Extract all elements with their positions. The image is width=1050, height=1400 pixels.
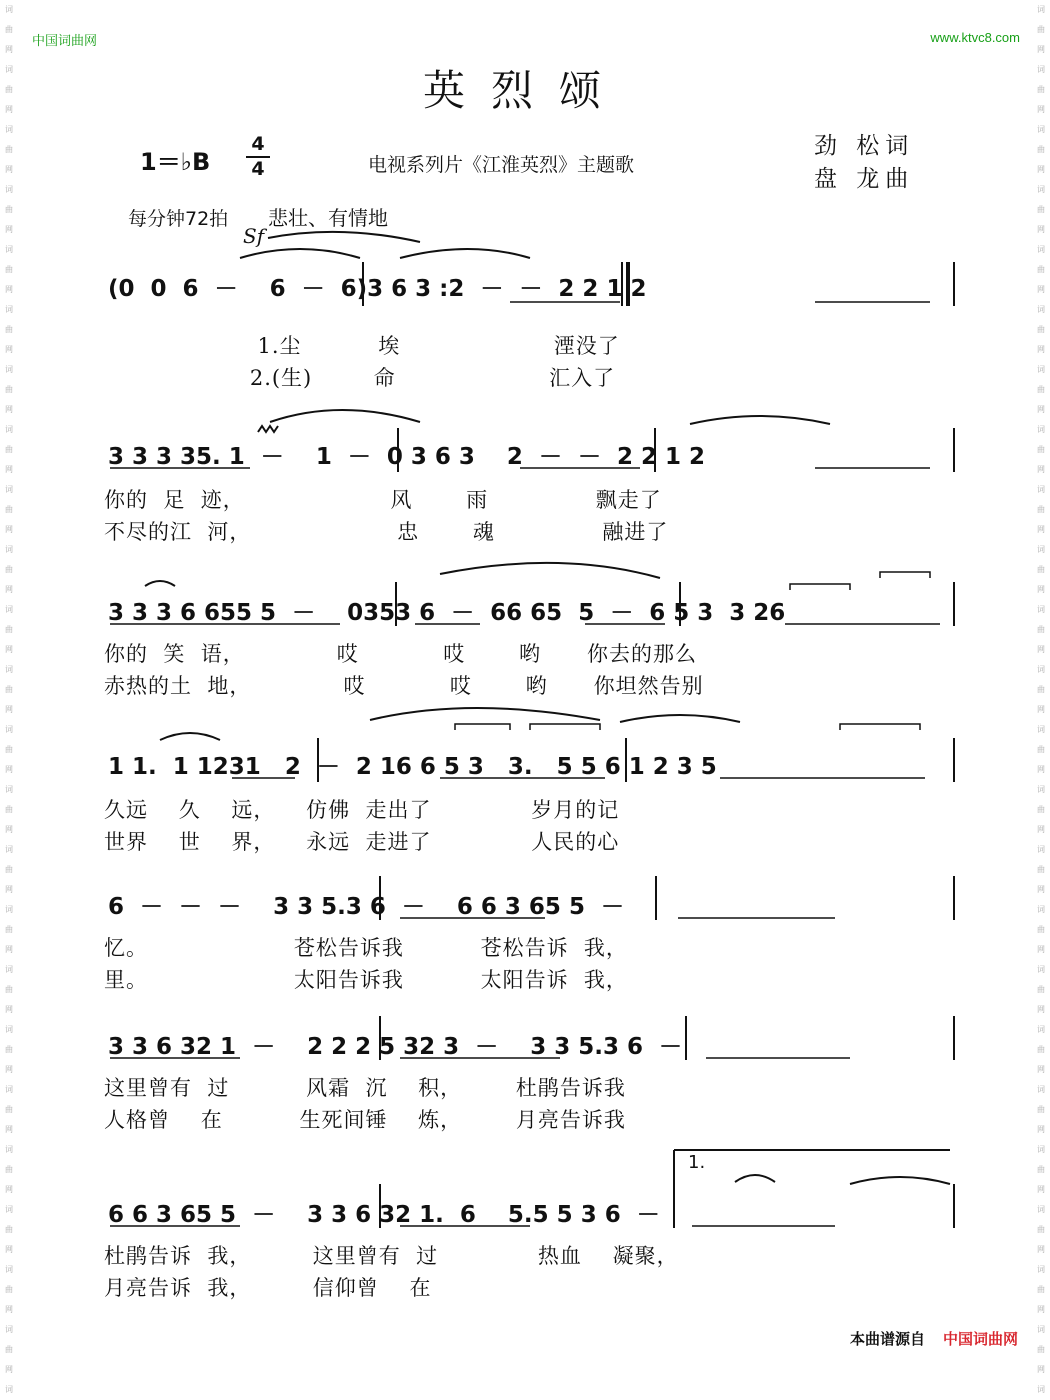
lyric-line-3-verse-1: 你的 笑 语， 哎 哎 哟 你去的那么 <box>104 642 698 666</box>
lyric-line-1-verse-1: 1.尘 埃 湮没了 <box>104 334 620 358</box>
expression-marking: 悲壮、有情地 <box>268 206 388 230</box>
slur <box>240 249 360 258</box>
notation-line-3: 3 3 3 6 655 5 － 0353 6 － 66 65 5 － 6 5 3 3 26 <box>108 599 786 626</box>
composer-credit: 盘 龙曲 <box>814 166 915 192</box>
time-signature <box>246 134 270 180</box>
notation-line-5: 6 － － － 3 3 5.3 6 － 6 6 3 65 5 － <box>108 893 624 920</box>
lyric-line-5-verse-1: 忆。 苍松告诉我 苍松告诉 我， <box>104 936 628 960</box>
triplet-bracket <box>455 724 510 730</box>
notation-line-1: (0 0 6 － 6 － 6)3 6 3 :2 － － 2 2 1 2 <box>108 275 647 302</box>
triplet-bracket <box>530 724 600 730</box>
footer-source <box>850 1328 1018 1349</box>
notation-line-2: 3 3 3 35. 1 － 1 － 0 3 6 3 2 － － 2 2 1 2 <box>108 443 706 470</box>
trill-mark <box>258 426 278 432</box>
lyric-line-2-verse-2: 不尽的江 河， 忠 魂 融进了 <box>104 520 669 544</box>
time-signature-bottom: 4 <box>251 158 265 180</box>
slur <box>270 410 420 422</box>
triplet-bracket <box>840 724 920 730</box>
lyric-line-7-verse-2: 月亮告诉 我， 信仰曾 在 <box>104 1276 432 1300</box>
slur <box>620 715 740 722</box>
slur <box>145 581 175 586</box>
lyric-line-6-verse-2: 人格曾 在 生死间锤 炼， 月亮告诉我 <box>104 1108 626 1132</box>
lyricist-credit: 劲 松词 <box>814 133 915 159</box>
slur <box>735 1175 775 1182</box>
site-logo-text[interactable]: 中国词曲网 <box>32 34 98 49</box>
footer-source-label: 本曲谱源自 <box>849 1330 925 1348</box>
tempo-marking: 每分钟72拍 <box>128 208 229 230</box>
slur <box>850 1177 950 1184</box>
footer-source-site[interactable]: 中国词曲网 <box>942 1330 1018 1348</box>
slur <box>160 733 220 740</box>
key-signature: 1＝♭B <box>140 148 211 176</box>
volta-bracket-label: 1. <box>688 1152 706 1173</box>
lyric-line-4-verse-2: 世界 世 界， 永远 走进了 人民的心 <box>104 830 620 854</box>
left-watermark-strip: 词 曲 网 词 曲 网 词 曲 网 词 曲 网 词 曲 网 词 曲 网 词 曲 网 词 曲 网 词 曲 网 词 曲 网 词 曲 网 词 曲 网 词 曲 网 词 曲 网 词 曲 网 词 曲 网 词 曲 网 词 曲 网 词 曲 网 词 曲 网 词 曲 网 词 曲 网 词 曲 网 词 <box>5 5 13 1394</box>
slur <box>370 708 600 720</box>
slur <box>690 416 830 424</box>
credits <box>814 130 914 196</box>
slur <box>400 249 530 258</box>
notation-line-4: 1 1. 1 1231 2 － 2 16 6 5 3 3. 5 5 6 1 2 3 5 <box>108 753 717 780</box>
lyric-line-3-verse-2: 赤热的土 地， 哎 哎 哟 你坦然告别 <box>104 674 704 698</box>
right-watermark-strip: 词 曲 网 词 曲 网 词 曲 网 词 曲 网 词 曲 网 词 曲 网 词 曲 网 词 曲 网 词 曲 网 词 曲 网 词 曲 网 词 曲 网 词 曲 网 词 曲 网 词 曲 网 词 曲 网 词 曲 网 词 曲 网 词 曲 网 词 曲 网 词 曲 网 词 曲 网 词 曲 网 词 <box>1037 5 1045 1394</box>
lyric-line-5-verse-2: 里。 太阳告诉我 太阳告诉 我， <box>104 968 628 992</box>
time-signature-top: 4 <box>251 133 265 155</box>
slur <box>440 563 660 578</box>
song-subtitle: 电视系列片《江淮英烈》主题歌 <box>368 154 635 176</box>
notation-line-7: 6 6 3 65 5 － 3 3 6 32 1. 6 5.5 5 3 6 － <box>108 1201 660 1228</box>
lyric-line-6-verse-1: 这里曾有 过 风霜 沉 积， 杜鹃告诉我 <box>104 1076 626 1100</box>
lyric-line-7-verse-1: 杜鹃告诉 我， 这里曾有 过 热血 凝聚， <box>104 1244 679 1268</box>
triplet-bracket <box>880 572 930 578</box>
crescendo-line <box>268 232 420 242</box>
site-url[interactable]: www.ktvc8.com <box>930 30 1020 45</box>
triplet-bracket <box>790 584 850 590</box>
lyric-line-2-verse-1: 你的 足 迹， 风 雨 飘走了 <box>104 488 662 512</box>
lyric-line-4-verse-1: 久远 久 远， 仿佛 走出了 岁月的记 <box>104 798 620 822</box>
dynamic-marking: Sf <box>243 224 265 248</box>
song-title: 英烈颂 <box>422 66 627 115</box>
notation-line-6: 3 3 6 32 1 － 2 2 2 5 32 3 － 3 3 5.3 6 － <box>108 1033 682 1060</box>
lyric-line-1-verse-2: 2.(生) 命 汇入了 <box>104 366 616 390</box>
